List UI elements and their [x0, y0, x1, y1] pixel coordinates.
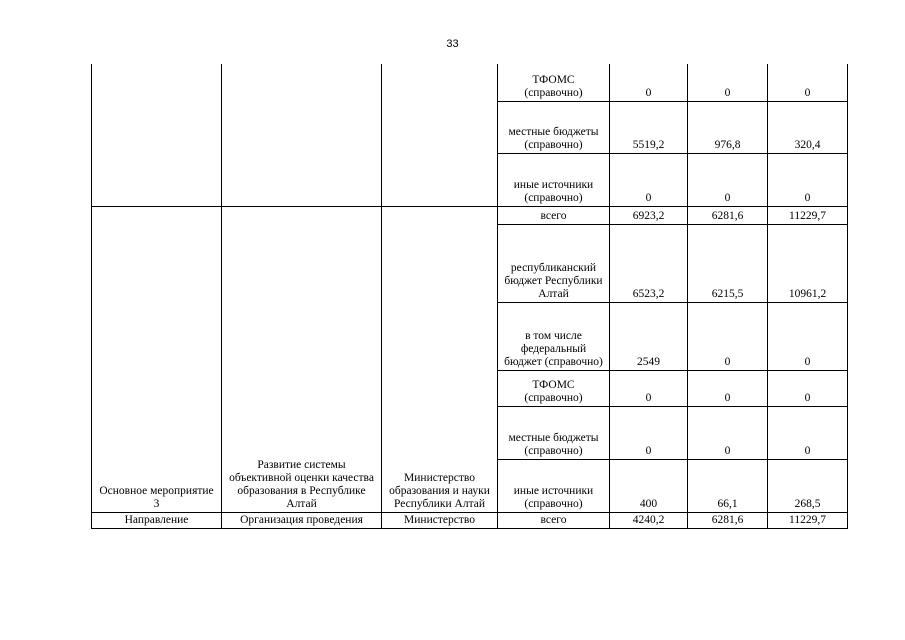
value-cell: 0 [688, 370, 768, 406]
source-cell: в том числе федеральный бюджет (справочно) [498, 302, 610, 370]
executor-cell [382, 64, 498, 206]
value-cell: 320,4 [768, 101, 848, 153]
value-cell: 400 [610, 459, 688, 512]
value-cell: 5519,2 [610, 101, 688, 153]
value-cell: 10961,2 [768, 224, 848, 302]
name-cell [222, 64, 382, 206]
source-cell: ТФОМС (справочно) [498, 64, 610, 101]
value-cell: 4240,2 [610, 512, 688, 528]
value-cell: 0 [768, 153, 848, 206]
value-cell: 0 [688, 153, 768, 206]
value-cell: 0 [768, 302, 848, 370]
source-cell: всего [498, 512, 610, 528]
activity-cell: Основное мероприятие 3 [92, 206, 222, 512]
value-cell: 976,8 [688, 101, 768, 153]
source-cell: иные источники (справочно) [498, 153, 610, 206]
value-cell: 0 [688, 302, 768, 370]
value-cell: 6215,5 [688, 224, 768, 302]
page-number: 33 [446, 38, 459, 50]
value-cell: 0 [688, 64, 768, 101]
table-row [92, 206, 848, 224]
executor-cell: Министерство [382, 512, 498, 528]
source-cell: ТФОМС (справочно) [498, 370, 610, 406]
value-cell: 66,1 [688, 459, 768, 512]
executor-cell: Министерство образования и науки Республики Алтай [382, 206, 498, 512]
value-cell: 0 [610, 153, 688, 206]
name-cell: Организация проведения [222, 512, 382, 528]
value-cell: 0 [688, 406, 768, 459]
value-cell: 6923,2 [610, 206, 688, 224]
value-cell: 6523,2 [610, 224, 688, 302]
value-cell: 11229,7 [768, 512, 848, 528]
value-cell: 0 [768, 370, 848, 406]
value-cell: 6281,6 [688, 512, 768, 528]
value-cell: 268,5 [768, 459, 848, 512]
budget-table [91, 64, 848, 529]
source-cell: местные бюджеты (справочно) [498, 406, 610, 459]
name-cell: Развитие системы объективной оценки качества образования в Республике Алтай [222, 206, 382, 512]
source-cell: иные источники (справочно) [498, 459, 610, 512]
source-cell: всего [498, 206, 610, 224]
source-cell: республиканский бюджет Республики Алтай [498, 224, 610, 302]
value-cell: 0 [610, 406, 688, 459]
value-cell: 11229,7 [768, 206, 848, 224]
value-cell: 0 [610, 370, 688, 406]
value-cell: 0 [610, 64, 688, 101]
activity-cell [92, 64, 222, 206]
table-row [92, 512, 848, 528]
source-cell: местные бюджеты (справочно) [498, 101, 610, 153]
value-cell: 0 [768, 64, 848, 101]
table-row [92, 64, 848, 101]
value-cell: 2549 [610, 302, 688, 370]
value-cell: 6281,6 [688, 206, 768, 224]
value-cell: 0 [768, 406, 848, 459]
activity-cell: Направление [92, 512, 222, 528]
